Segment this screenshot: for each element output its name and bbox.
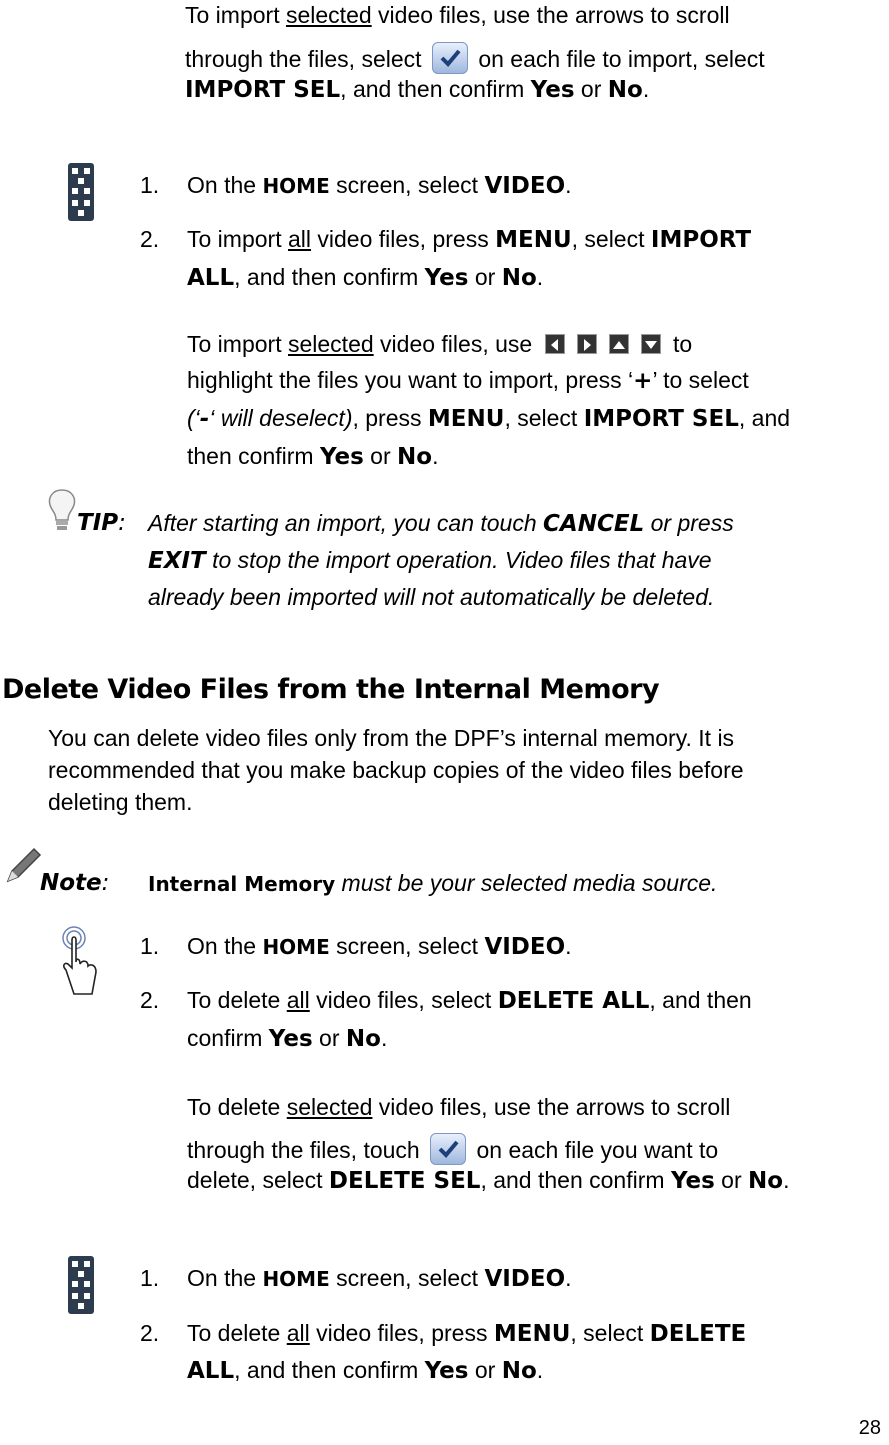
touch-hand-icon	[60, 924, 100, 1000]
step-home-video: On the HOME screen, select VIDEO.	[187, 172, 572, 199]
step-number: 1.	[140, 933, 160, 959]
step-delete-all-remote: To delete all video files, press MENU, select DELETE	[187, 1320, 747, 1347]
arrow-up-icon	[609, 334, 629, 354]
delete-selected-touch-line3: delete, select DELETE SEL, and then confirm Yes or No.	[187, 1167, 790, 1194]
section-title: Delete Video Files from the Internal Memory	[2, 674, 660, 705]
tip-line3: already been imported will not automatically be deleted.	[148, 584, 715, 610]
checkmark-button-icon	[430, 1133, 466, 1165]
step-delete-all-remote-cont: ALL, and then confirm Yes or No.	[187, 1357, 544, 1384]
import-selected-remote-line4: then confirm Yes or No.	[187, 443, 439, 470]
tip-label: TIP:	[77, 510, 126, 536]
page-number: 28	[858, 1417, 881, 1439]
step-number: 2.	[140, 987, 160, 1013]
arrow-left-icon	[545, 334, 565, 354]
import-selected-touch-line2: through the files, select on each file to import, select	[185, 42, 765, 74]
section-paragraph-line2: recommended that you make backup copies of the video files before	[48, 757, 744, 783]
note-text: Internal Memory must be your selected media source.	[148, 870, 718, 896]
step-home-video: On the HOME screen, select VIDEO.	[187, 1265, 572, 1292]
import-selected-remote-line2: highlight the files you want to import, press ‘+’ to select	[187, 367, 749, 394]
pencil-icon	[2, 843, 42, 887]
step-number: 1.	[140, 1265, 160, 1291]
remote-control-icon	[68, 1256, 94, 1314]
checkmark-button-icon	[432, 42, 468, 74]
step-number: 2.	[140, 226, 160, 252]
note-label: Note:	[40, 870, 110, 896]
arrow-right-icon	[577, 334, 597, 354]
step-import-all-cont: ALL, and then confirm Yes or No.	[187, 264, 544, 291]
step-import-all: To import all video files, press MENU, select IMPORT	[187, 226, 752, 253]
lightbulb-icon	[44, 487, 80, 533]
step-delete-all: To delete all video files, select DELETE ALL, and then	[187, 987, 752, 1014]
step-number: 2.	[140, 1320, 160, 1346]
import-selected-touch-line1: To import selected video files, use the arrows to scroll	[185, 2, 730, 28]
import-selected-remote-line1: To import selected video files, use to	[187, 331, 693, 357]
tip-line2: EXIT to stop the import operation. Video files that have	[148, 547, 712, 574]
section-paragraph-line3: deleting them.	[48, 789, 193, 815]
delete-selected-touch-line1: To delete selected video files, use the arrows to scroll	[187, 1094, 731, 1120]
step-home-video: On the HOME screen, select VIDEO.	[187, 933, 572, 960]
remote-control-icon	[68, 163, 94, 221]
step-delete-all-cont: confirm Yes or No.	[187, 1025, 388, 1052]
import-selected-touch-line3: IMPORT SEL, and then confirm Yes or No.	[185, 76, 650, 103]
arrow-down-icon	[641, 334, 661, 354]
step-number: 1.	[140, 172, 160, 198]
section-paragraph-line1: You can delete video files only from the DPF’s internal memory. It is	[48, 725, 735, 751]
import-selected-remote-line3: (‘-‘ will deselect), press MENU, select IMPORT SEL, and	[187, 405, 791, 432]
delete-selected-touch-line2: through the files, touch on each file you want to	[187, 1133, 718, 1165]
tip-line1: After starting an import, you can touch CANCEL or press	[148, 510, 734, 537]
